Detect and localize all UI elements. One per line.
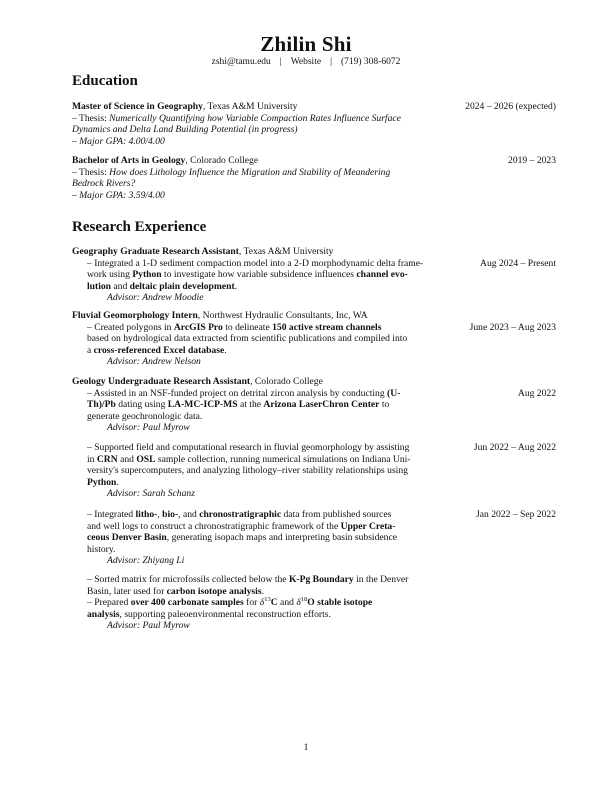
topic-highlight: litho- bbox=[135, 509, 158, 520]
description-text: , supporting paleoenvironmental reconstruction efforts. bbox=[119, 608, 331, 620]
skill-highlight: Python bbox=[87, 476, 117, 488]
phone-number: (719) 308-6072 bbox=[340, 57, 401, 67]
research-entry-intern bbox=[72, 310, 556, 368]
resume-header bbox=[0, 32, 612, 68]
method-highlight: OSL bbox=[136, 453, 156, 465]
topic-highlight: deltaic plain development bbox=[129, 280, 235, 292]
description-text: . bbox=[234, 280, 238, 292]
skill-highlight: cross-referenced Excel database bbox=[93, 344, 225, 356]
description-text: to delineate bbox=[222, 321, 273, 333]
email-link[interactable]: zshi@tamu.edu bbox=[211, 57, 271, 67]
entry-dates: Aug 2024 – Present bbox=[480, 257, 556, 269]
school-name: , Colorado College bbox=[185, 155, 259, 166]
description-text: generate geochronologic data. bbox=[87, 410, 203, 422]
description-text: at the bbox=[237, 399, 264, 411]
description-text: and bbox=[117, 453, 137, 465]
thesis-prefix: – Thesis: bbox=[72, 166, 110, 178]
contact-separator: | bbox=[279, 57, 282, 67]
entry-dates: June 2023 – Aug 2023 bbox=[469, 321, 556, 333]
skill-highlight: ArcGIS Pro bbox=[173, 321, 223, 333]
thesis-prefix: – Thesis: bbox=[72, 112, 110, 124]
organization: , Colorado College bbox=[250, 376, 323, 387]
organization: , Texas A&M University bbox=[238, 246, 334, 257]
advisor: Advisor: Andrew Moodie bbox=[107, 292, 204, 304]
gpa: – Major GPA: 3.59/4.00 bbox=[72, 189, 165, 201]
skill-highlight: Python bbox=[132, 269, 162, 281]
website-link[interactable]: Website bbox=[290, 57, 322, 67]
thesis-title-cont: Dynamics and Delta Land Building Potential (in progress) bbox=[72, 124, 298, 136]
contact-line bbox=[0, 56, 612, 68]
method-highlight: LA-MC-ICP-MS bbox=[167, 399, 238, 411]
description-text: to investigate how variable subsidence influences bbox=[161, 269, 357, 281]
role-title: Fluvial Geomorphology Intern bbox=[72, 310, 198, 321]
education-entry-ms bbox=[72, 101, 556, 147]
method-highlight: CRN bbox=[96, 453, 118, 465]
description-text: . bbox=[261, 585, 264, 597]
description-text: Basin, later used for bbox=[87, 585, 167, 597]
delta-symbol: δ bbox=[296, 597, 301, 609]
description-text: – Created polygons in bbox=[87, 321, 174, 333]
description-text: . bbox=[224, 344, 227, 356]
entry-dates: Aug 2022 bbox=[517, 387, 556, 399]
description-text: work using bbox=[87, 269, 133, 281]
education-entry-ba bbox=[72, 155, 556, 201]
topic-highlight: carbon isotope analysis bbox=[166, 585, 262, 597]
description-text: to bbox=[379, 399, 390, 411]
description-text: – Integrated a 1-D sediment compaction model into a 2-D morphodynamic delta frame- bbox=[87, 257, 424, 269]
description-text: sample collection, running numerical simulations on Indiana Uni- bbox=[155, 453, 411, 465]
description-text: for bbox=[243, 597, 260, 609]
description-text: . bbox=[116, 476, 119, 488]
description-text: data from published sources bbox=[281, 509, 392, 520]
research-subentry-basin bbox=[72, 509, 556, 567]
degree-title: Bachelor of Arts in Geology bbox=[72, 155, 186, 166]
advisor: Advisor: Sarah Schanz bbox=[107, 488, 195, 500]
isotope-superscript: 13 bbox=[264, 596, 271, 603]
topic-highlight: analysis bbox=[87, 608, 120, 620]
thesis-title-cont: Bedrock Rivers? bbox=[72, 178, 136, 190]
description-text: – Prepared bbox=[87, 597, 131, 609]
organization: , Northwest Hydraulic Consultants, Inc, WA bbox=[197, 310, 368, 321]
thesis-title: How does Lithology Influence the Migration and Stability of Meandering bbox=[109, 166, 391, 178]
advisor: Advisor: Paul Myrow bbox=[107, 422, 190, 434]
topic-highlight: chronostratigraphic bbox=[199, 509, 282, 520]
role-title: Geology Undergraduate Research Assistant bbox=[72, 376, 251, 387]
role-title: Geography Graduate Research Assistant bbox=[72, 246, 239, 257]
description-text: , generating isopach maps and interpreting basin subsidence bbox=[166, 532, 397, 544]
description-text: in the Denver bbox=[353, 574, 409, 585]
thesis-title: Numerically Quantifying how Variable Compaction Rates Influence Surface bbox=[109, 112, 401, 124]
degree-title: Master of Science in Geography bbox=[72, 101, 203, 112]
advisor: Advisor: Zhiyang Li bbox=[107, 555, 185, 567]
research-entry-undergrad bbox=[72, 376, 556, 434]
method-highlight: Th)/Pb bbox=[87, 399, 116, 411]
description-text: dating using bbox=[115, 399, 168, 411]
research-entry-grad bbox=[72, 246, 556, 304]
school-name: , Texas A&M University bbox=[202, 101, 298, 112]
description-text: – Integrated bbox=[87, 509, 136, 520]
description-text: based on hydrological data extracted from scientific publications and compiled into bbox=[87, 333, 408, 345]
research-subentry-fluvial bbox=[72, 442, 556, 500]
entry-dates: Jan 2022 – Sep 2022 bbox=[476, 509, 556, 520]
advisor: Advisor: Andrew Nelson bbox=[107, 356, 201, 368]
description-text: in bbox=[87, 453, 97, 465]
page-number: 1 bbox=[303, 742, 309, 753]
description-text: a bbox=[87, 344, 94, 356]
topic-highlight: channel evo- bbox=[356, 269, 408, 281]
isotope-superscript: 18 bbox=[300, 596, 308, 603]
education-heading: Education bbox=[72, 73, 138, 89]
research-subentry-isotope bbox=[72, 574, 556, 632]
description-text: history. bbox=[87, 543, 116, 555]
research-heading: Research Experience bbox=[72, 219, 207, 235]
entry-dates: 2024 – 2026 (expected) bbox=[465, 101, 556, 112]
description-text: and bbox=[111, 280, 130, 292]
description-text: – Assisted in an NSF-funded project on detrital zircon analysis by conducting bbox=[87, 387, 388, 399]
topic-highlight: O stable isotope bbox=[307, 597, 373, 609]
topic-highlight: bio- bbox=[162, 509, 179, 520]
lab-highlight: Arizona LaserChron Center bbox=[263, 399, 380, 411]
entry-dates: 2019 – 2023 bbox=[508, 155, 556, 166]
method-highlight: (U- bbox=[387, 387, 401, 399]
description-text: , and bbox=[178, 509, 200, 520]
topic-highlight: 150 active stream channels bbox=[272, 321, 382, 333]
contact-separator: | bbox=[330, 57, 332, 67]
description-text: – Supported field and computational research in fluvial geomorphology by assisting bbox=[87, 442, 410, 453]
topic-highlight: K-Pg Boundary bbox=[288, 574, 354, 585]
description-text: versity's supercomputers, and analyzing lithology–river stability relationships using bbox=[87, 465, 408, 477]
delta-symbol: δ bbox=[259, 597, 265, 609]
description-text: , bbox=[157, 509, 163, 520]
description-text: and well logs to construct a chronostratigraphic framework of the bbox=[87, 520, 341, 532]
gpa: – Major GPA: 4.00/4.00 bbox=[72, 135, 165, 147]
candidate-name: Zhilin Shi bbox=[260, 32, 352, 56]
topic-highlight: ceous Denver Basin bbox=[87, 532, 167, 544]
topic-highlight: lution bbox=[87, 280, 111, 292]
topic-highlight: C bbox=[270, 597, 278, 609]
description-text: – Sorted matrix for microfossils collected below the bbox=[87, 574, 289, 585]
topic-highlight: over 400 carbonate samples bbox=[130, 597, 244, 609]
advisor: Advisor: Paul Myrow bbox=[107, 620, 190, 632]
topic-highlight: Upper Creta- bbox=[340, 520, 396, 532]
entry-dates: Jun 2022 – Aug 2022 bbox=[473, 442, 556, 453]
description-text: and bbox=[277, 597, 297, 609]
